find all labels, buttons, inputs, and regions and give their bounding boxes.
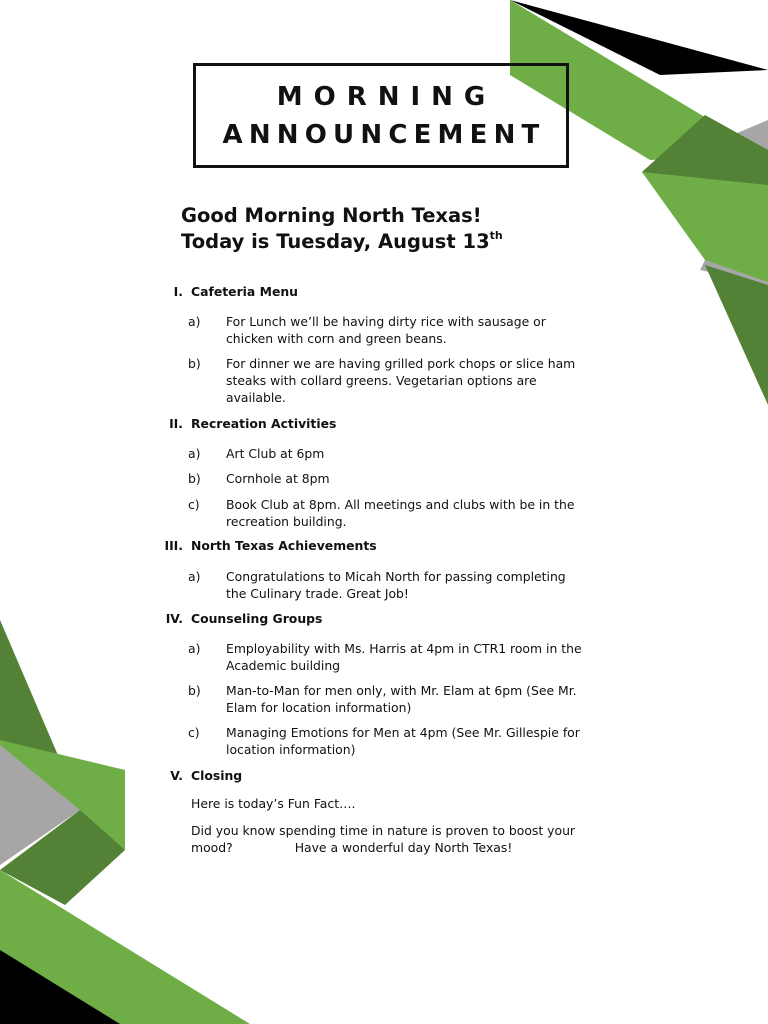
- item-line: Academic building: [226, 658, 341, 673]
- section-title: Recreation Activities: [191, 416, 337, 431]
- item-line: Book Club at 8pm. All meetings and clubs with be in the: [226, 497, 575, 512]
- greeting-line-2: [181, 229, 503, 255]
- list-item: [226, 568, 596, 602]
- section-number: III.: [164, 538, 183, 553]
- item-letter: a): [188, 569, 201, 584]
- title-line-1: MORNING: [276, 82, 497, 112]
- list-item: [226, 640, 596, 674]
- section-title: North Texas Achievements: [191, 538, 377, 553]
- item-letter: b): [188, 356, 201, 371]
- fun-fact-intro: Here is today’s Fun Fact….: [191, 796, 356, 811]
- item-line: For Lunch we’ll be having dirty rice with sausage or: [226, 314, 546, 329]
- fun-fact-end: mood?: [191, 840, 233, 855]
- section-title: Counseling Groups: [191, 611, 323, 626]
- item-line: Employability with Ms. Harris at 4pm in CTR1 room in the: [226, 641, 582, 656]
- date-ordinal-suffix: th: [489, 229, 503, 242]
- item-line: Cornhole at 8pm: [226, 471, 330, 486]
- item-letter: a): [188, 314, 201, 329]
- greeting: [181, 203, 503, 255]
- item-line: steaks with collard greens. Vegetarian options are: [226, 373, 537, 388]
- list-item: [226, 355, 596, 406]
- item-line: recreation building.: [226, 514, 347, 529]
- list-item: [226, 496, 596, 530]
- fun-fact-line: Did you know spending time in nature is proven to boost your: [191, 823, 576, 838]
- section-number: IV.: [165, 611, 183, 626]
- title-line-2: ANNOUNCEMENT: [222, 120, 546, 150]
- item-line: available.: [226, 390, 286, 405]
- greeting-date: Today is Tuesday, August 13: [181, 230, 490, 253]
- list-item: [226, 724, 596, 758]
- item-line: Managing Emotions for Men at 4pm (See Mr. Gillespie for: [226, 725, 580, 740]
- item-line: location information): [226, 742, 356, 757]
- item-letter: c): [188, 725, 200, 740]
- greeting-line-1: Good Morning North Texas!: [181, 204, 482, 227]
- section-number: II.: [169, 416, 183, 431]
- item-letter: c): [188, 497, 200, 512]
- list-item: [226, 313, 596, 347]
- section-number: I.: [173, 284, 183, 299]
- section-number: V.: [170, 768, 183, 783]
- list-item: [226, 470, 596, 487]
- list-item: [226, 682, 596, 716]
- closing-wish: Have a wonderful day North Texas!: [294, 840, 513, 855]
- item-line: Elam for location information): [226, 700, 412, 715]
- section-title: Cafeteria Menu: [191, 284, 298, 299]
- list-item: [226, 445, 596, 462]
- item-letter: a): [188, 641, 201, 656]
- item-line: Man-to-Man for men only, with Mr. Elam at 6pm (See Mr.: [226, 683, 577, 698]
- item-letter: b): [188, 471, 201, 486]
- fun-fact: [191, 822, 591, 856]
- section-title: Closing: [191, 768, 243, 783]
- item-letter: a): [188, 446, 201, 461]
- item-line: Art Club at 6pm: [226, 446, 325, 461]
- fun-fact-line: [191, 839, 591, 856]
- item-letter: b): [188, 683, 201, 698]
- item-line: the Culinary trade. Great Job!: [226, 586, 409, 601]
- announcement-title-box: [193, 63, 569, 168]
- item-line: Congratulations to Micah North for passing completing: [226, 569, 566, 584]
- item-line: chicken with corn and green beans.: [226, 331, 447, 346]
- item-line: For dinner we are having grilled pork chops or slice ham: [226, 356, 576, 371]
